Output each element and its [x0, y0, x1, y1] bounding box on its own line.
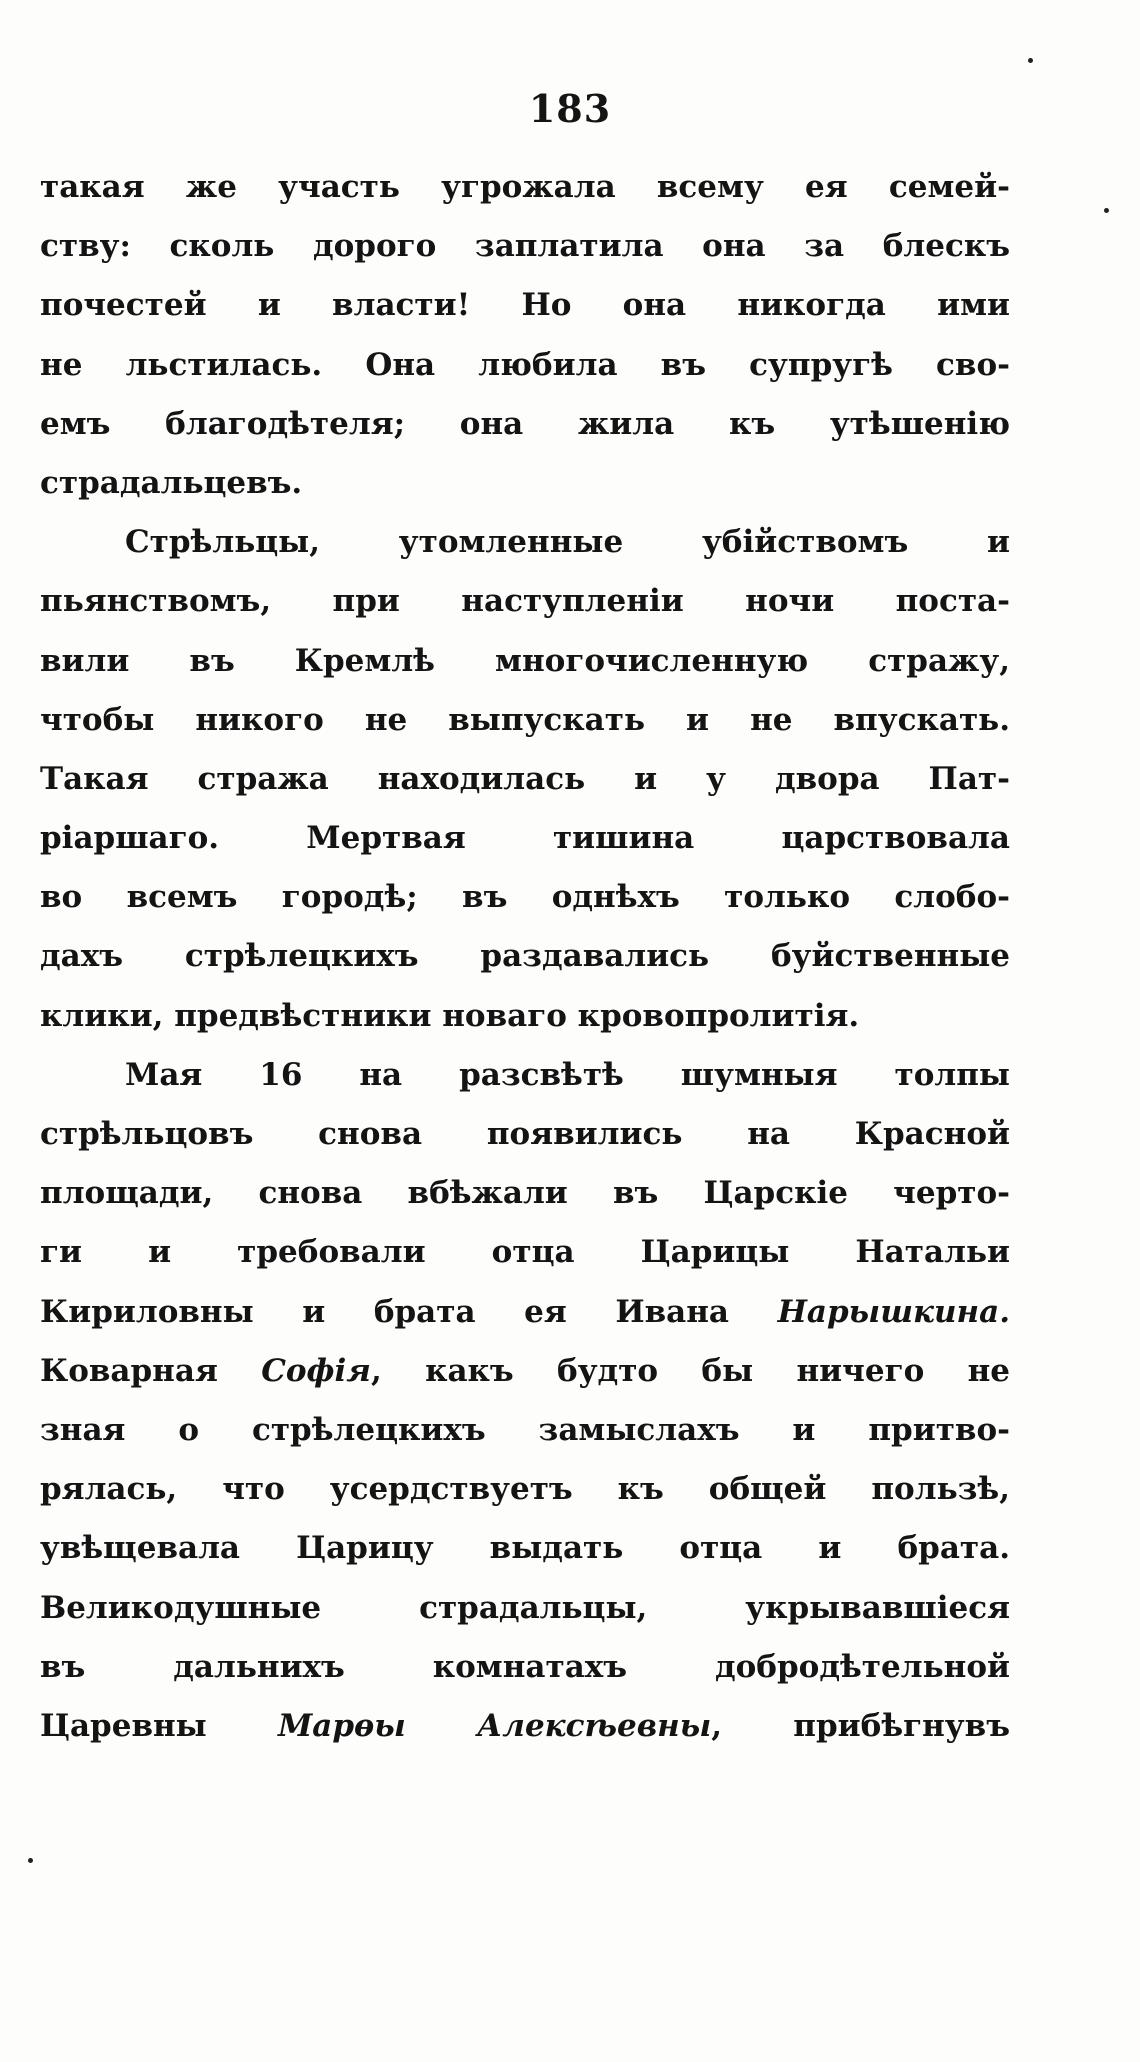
text-segment: стрѣльцовъ снова появились на Красной: [40, 1116, 1010, 1152]
text-line: [40, 809, 1010, 868]
print-speck: [1028, 58, 1033, 63]
text-segment: вили въ Кремлѣ многочисленную стражу,: [40, 642, 1010, 679]
text-line: [40, 513, 1010, 572]
text-line: [40, 868, 1010, 927]
text-segment: дахъ стрѣлецкихъ раздавались буйственные: [40, 938, 1010, 975]
text-line: [40, 395, 1010, 454]
text-line: [40, 217, 1010, 276]
text-segment: страдальцевъ.: [40, 464, 303, 501]
text-line: [40, 927, 1010, 986]
text-line: [40, 1164, 1010, 1223]
text-segment: , какъ будто бы ничего не: [370, 1352, 1010, 1389]
italic-text: Нарышкина.: [777, 1293, 1010, 1330]
text-segment: ріаршаго. Мертвая тишина царствовала: [40, 820, 1010, 857]
text-segment: клики, предвѣстники новаго кровопролитія.: [40, 997, 860, 1034]
text-line: [40, 632, 1010, 691]
text-segment: увѣщевала Царицу выдать отца и брата.: [40, 1530, 1010, 1567]
text-segment: , прибѣгнувъ: [711, 1707, 1010, 1744]
text-line: [40, 336, 1010, 395]
text-segment: Кириловны и брата ея Ивана: [40, 1293, 778, 1330]
text-line: [40, 1046, 1010, 1105]
print-speck: [1104, 208, 1109, 213]
text-segment: Мая 16 на разсвѣтѣ шумныя толпы: [125, 1056, 1010, 1093]
text-line: [40, 1519, 1010, 1578]
text-line: [40, 1283, 1010, 1342]
italic-text: Марѳы Алексѣевны: [277, 1707, 712, 1744]
text-segment: площади, снова вбѣжали въ Царскіе черто-: [40, 1175, 1010, 1212]
text-line: [40, 276, 1010, 335]
text-segment: почестей и власти! Но она никогда ими: [40, 287, 1010, 324]
text-segment: Коварная: [40, 1352, 262, 1389]
text-segment: въ дальнихъ комнатахъ добродѣтельной: [40, 1648, 1010, 1685]
text-line: [40, 1342, 1010, 1401]
text-segment: Царевны: [40, 1707, 278, 1744]
text-line: [40, 1697, 1010, 1756]
text-segment: ги и требовали отца Царицы Натальи: [40, 1234, 1010, 1271]
text-segment: такая же участь угрожала всему ея семей-: [40, 169, 1010, 205]
text-line: [40, 1638, 1010, 1697]
text-segment: чтобы никого не выпускать и не впускать.: [40, 701, 1010, 738]
text-line: [40, 1223, 1010, 1282]
text-line: [40, 750, 1010, 809]
text-segment: ству: сколь дорого заплатила она за блескъ: [40, 228, 1010, 265]
text-segment: зная о стрѣлецкихъ замыслахъ и притво-: [40, 1411, 1010, 1448]
text-segment: Стрѣльцы, утомленные убійствомъ и: [125, 524, 1010, 561]
text-line: [40, 1460, 1010, 1519]
text-line: [40, 572, 1010, 631]
text-segment: пьянствомъ, при наступленіи ночи поста-: [40, 583, 1010, 620]
text-line: [40, 1401, 1010, 1460]
page-text: [40, 158, 1010, 1756]
text-segment: во всемъ городѣ; въ однѣхъ только слобо-: [40, 879, 1010, 916]
text-segment: Великодушные страдальцы, укрывавшіеся: [40, 1589, 1010, 1626]
text-line: [40, 691, 1010, 750]
italic-text: Софія: [261, 1352, 371, 1389]
text-segment: емъ благодѣтеля; она жила къ утѣшенію: [40, 405, 1010, 442]
text-line: [40, 1105, 1010, 1164]
text-line: [40, 158, 1010, 217]
text-line: [40, 987, 1010, 1046]
text-segment: Такая стража находилась и у двора Пат-: [40, 760, 1010, 797]
page-number: 183: [528, 86, 612, 131]
text-line: [40, 454, 1010, 513]
print-speck: [28, 1858, 33, 1863]
text-segment: не льстилась. Она любила въ супругѣ сво-: [40, 346, 1010, 383]
text-line: [40, 1579, 1010, 1638]
text-segment: рялась, что усердствуетъ къ общей пользѣ,: [40, 1471, 1010, 1508]
